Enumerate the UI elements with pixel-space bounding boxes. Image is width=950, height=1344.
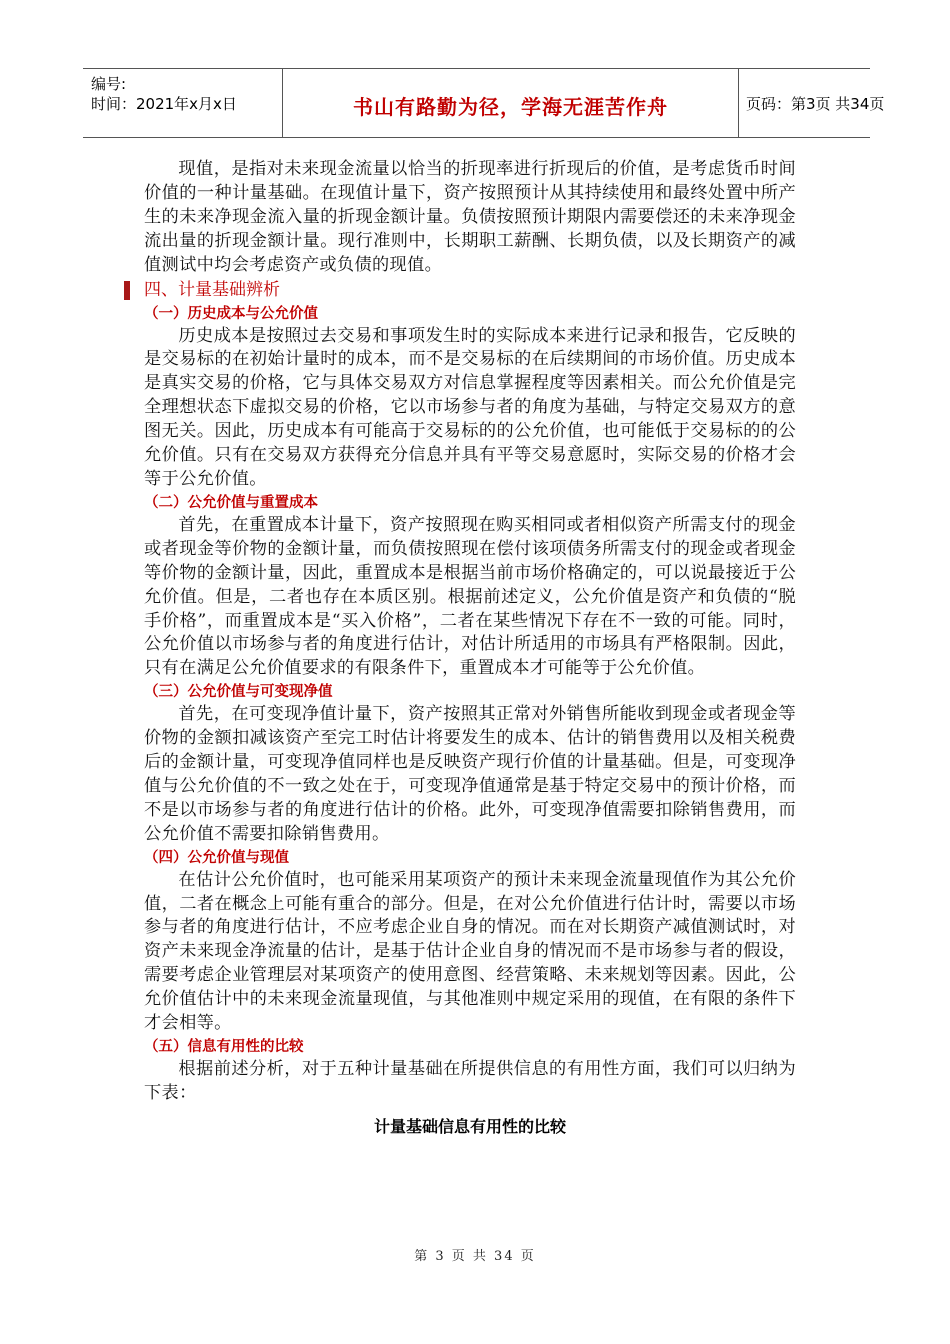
- subsection-title-1: （一）历史成本与公允价值: [144, 305, 318, 322]
- heading-marker: [124, 281, 130, 300]
- motto: 书山有路勤为径，学海无涯苦作舟: [353, 95, 668, 119]
- table-caption: 计量基础信息有用性的比较: [373, 1116, 566, 1136]
- section-title: 四、计量基础辨析: [144, 279, 280, 300]
- intro-paragraph: 现值，是指对未来现金流量以恰当的折现率进行折现后的价值，是考虑货币时间价值的一种计量基础。在现值计量下，资产按照预计从其持续使用和最终处置中所产生的未来净现金流入量的折现金额计量。负债按照预计期限内需要偿还的未来净现金流出量的折现金额计量。现行准则中，长期职工薪酬、长期负债，以及长期资产的减值测试中均会考虑资产或负债的现值。: [144, 159, 796, 275]
- subsection-title-4: （四）公允价值与现值: [144, 849, 289, 866]
- document-body: [144, 158, 796, 1137]
- subsection-paragraph-5: 根据前述分析，对于五种计量基础在所提供信息的有用性方面，我们可以归纳为下表：: [144, 1059, 796, 1103]
- time-label: 时间：2021年x月x日: [91, 95, 237, 113]
- header-page-cell: [738, 69, 885, 137]
- header-motto-cell: [282, 69, 739, 137]
- page-footer: 第 3 页 共 34 页: [414, 1249, 536, 1264]
- header-meta-cell: [83, 69, 282, 137]
- subsection-paragraph-3: 首先，在可变现净值计量下，资产按照其正常对外销售所能收到现金或者现金等价物的金额扣减该资产至完工时估计将要发生的成本、估计的销售费用以及相关税费后的金额计量，可变现净值同样也是反映资产现行价值的计量基础。但是，可变现净值与公允价值的不一致之处在于，可变现净值通常是基于特定交易中的预计价格，而不是以市场参与者的角度进行估计的价格。此外，可变现净值需要扣除销售费用，而公允价值不需要扣除销售费用。: [144, 704, 796, 844]
- number-label: 编号:: [91, 75, 127, 93]
- subsection-paragraph-4: 在估计公允价值时，也可能采用某项资产的预计未来现金流量现值作为其公允价值，二者在概念上可能有重合的部分。但是，在对公允价值进行估计时，需要以市场参与者的角度进行估计，不应考虑企业自身的情况。而在对长期资产减值测试时，对资产未来现金净流量的估计，是基于估计企业自身的情况而不是市场参与者的假设，需要考虑企业管理层对某项资产的使用意图、经营策略、未来规划等因素。因此，公允价值估计中的未来现金流量现值，与其他准则中规定采用的现值，在有限的条件下才会相等。: [144, 869, 796, 1034]
- page-header: [83, 68, 885, 138]
- page-label: 页码：第3页 共34页: [746, 95, 885, 113]
- subsection-title-2: （二）公允价值与重置成本: [144, 494, 318, 511]
- subsection-paragraph-1: 历史成本是按照过去交易和事项发生时的实际成本来进行记录和报告，它反映的是交易标的在初始计量时的成本，而不是交易标的在后续期间的市场价值。历史成本是真实交易的价格，它与具体交易双方对信息掌握程度等因素相关。而公允价值是完全理想状态下虚拟交易的价格，它以市场参与者的角度为基础，与特定交易双方的意图无关。因此，历史成本有可能高于交易标的的公允价值，也可能低于交易标的的公允价值。只有在交易双方获得充分信息并具有平等交易意愿时，实际交易的价格才会等于公允价值。: [144, 325, 796, 489]
- subsection-title-5: （五）信息有用性的比较: [144, 1039, 304, 1055]
- subsection-title-3: （三）公允价值与可变现净值: [144, 684, 333, 701]
- section-heading: [144, 278, 796, 303]
- subsection-paragraph-2: 首先，在重置成本计量下，资产按照现在购买相同或者相似资产所需支付的现金或者现金等价物的金额计量，而负债按照现在偿付该项债务所需支付的现金或者现金等价物的金额计量，因此，重置成本是根据当前市场价格确定的，可以说最接近于公允价值。但是，二者也存在本质区别。根据前述定义，公允价值是资产和负债的“脱手价格”，而重置成本是“买入价格”，二者在某些情况下存在不一致的可能。同时，公允价值以市场参与者的角度进行估计，对估计所适用的市场具有严格限制。因此，只有在满足公允价值要求的有限条件下，重置成本才可能等于公允价值。: [144, 514, 796, 679]
